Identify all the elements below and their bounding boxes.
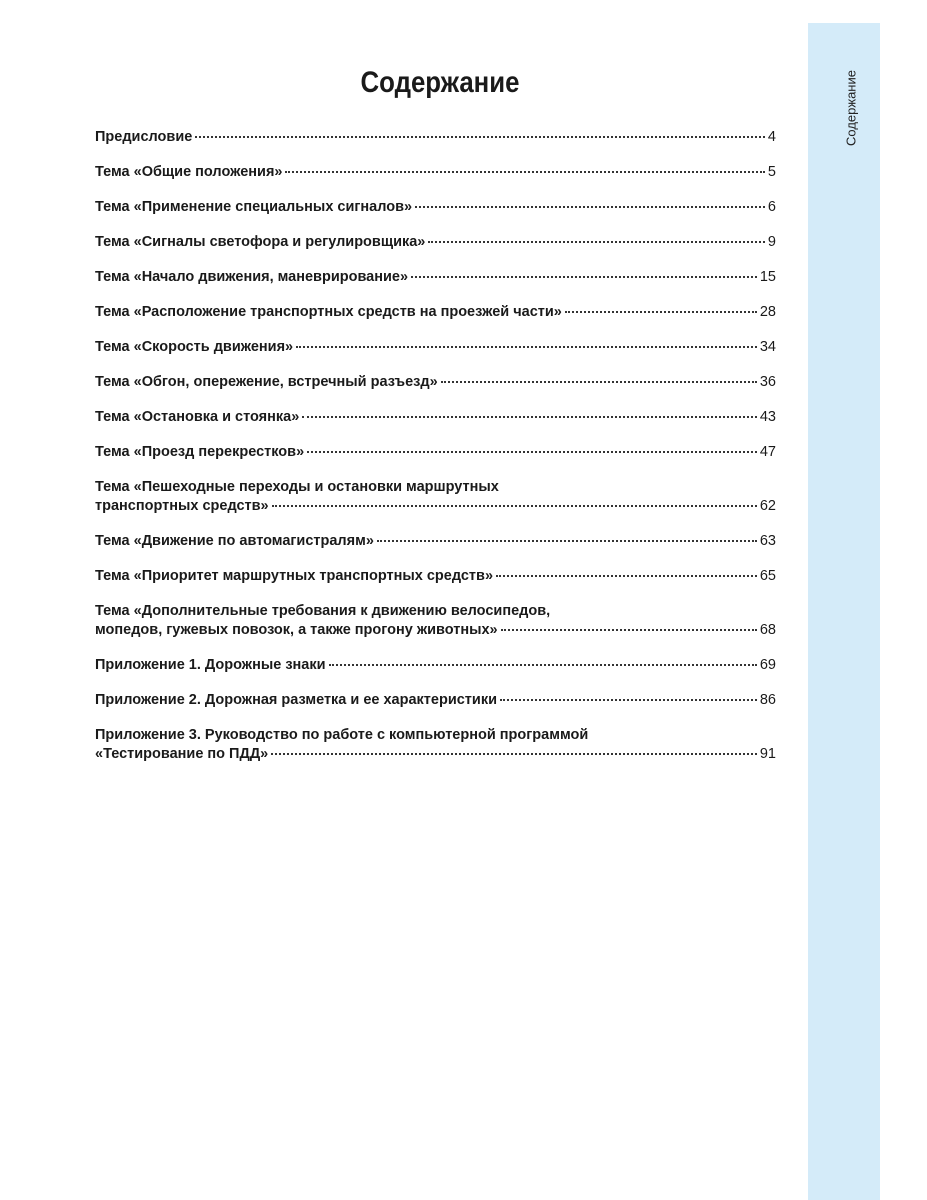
dot-leader <box>377 540 757 542</box>
toc-entry-title: транспортных средств» <box>95 498 269 514</box>
dot-leader <box>329 664 757 666</box>
toc-entry[interactable] <box>95 338 776 357</box>
toc-page-number: 86 <box>759 692 776 708</box>
toc-page-number: 62 <box>759 498 776 514</box>
toc-entry[interactable] <box>95 163 776 182</box>
dot-leader <box>195 136 765 138</box>
toc-page-number: 9 <box>767 234 776 250</box>
toc-entry[interactable] <box>95 532 776 551</box>
toc-page-number: 47 <box>759 444 776 460</box>
dot-leader <box>296 346 757 348</box>
toc-entry-title: Тема «Приоритет маршрутных транспортных средств» <box>95 568 494 584</box>
toc-entry-title: мопедов, гужевых повозок, а также прогону животных» <box>95 622 498 638</box>
toc-entry[interactable] <box>95 408 776 427</box>
toc-entry[interactable] <box>95 726 776 764</box>
dot-leader <box>307 451 757 453</box>
toc-entry[interactable] <box>95 303 776 322</box>
toc-page-number: 6 <box>767 199 776 215</box>
toc-page-number: 91 <box>759 746 776 762</box>
dot-leader <box>285 171 764 173</box>
toc-page-number: 36 <box>759 374 776 390</box>
page-title: Содержание <box>360 66 520 99</box>
toc-page-number: 63 <box>759 533 776 549</box>
toc-page-number: 43 <box>759 409 776 425</box>
toc-entry-title: Приложение 2. Дорожная разметка и ее характеристики <box>95 692 497 708</box>
toc-entry[interactable] <box>95 373 776 392</box>
dot-leader <box>500 699 757 701</box>
toc-entry[interactable] <box>95 656 776 675</box>
toc-entry-title: Приложение 1. Дорожные знаки <box>95 657 326 673</box>
dot-leader <box>441 381 757 383</box>
section-tab <box>808 23 880 1200</box>
toc-entry[interactable] <box>95 567 776 586</box>
table-of-contents <box>95 128 776 780</box>
dot-leader <box>501 629 757 631</box>
toc-entry-title: Тема «Пешеходные переходы и остановки маршрутных <box>95 479 499 495</box>
toc-entry-title: Тема «Движение по автомагистралям» <box>95 533 374 549</box>
dot-leader <box>565 311 757 313</box>
toc-page-number: 65 <box>759 568 776 584</box>
toc-page-number: 34 <box>759 339 776 355</box>
dot-leader <box>272 505 757 507</box>
toc-entry-title: Тема «Проезд перекрестков» <box>95 444 305 460</box>
toc-entry-title: «Тестирование по ПДД» <box>95 746 269 762</box>
dot-leader <box>411 276 757 278</box>
toc-page-number: 68 <box>759 622 776 638</box>
toc-page-number: 4 <box>767 129 776 145</box>
toc-entry[interactable] <box>95 268 776 287</box>
toc-entry-title: Предисловие <box>95 129 193 145</box>
toc-entry-title: Тема «Расположение транспортных средств на проезжей части» <box>95 304 562 320</box>
toc-entry[interactable] <box>95 233 776 252</box>
toc-entry-title: Тема «Дополнительные требования к движению велосипедов, <box>95 603 551 619</box>
toc-entry-title: Тема «Применение специальных сигналов» <box>95 199 413 215</box>
toc-page-number: 15 <box>759 269 776 285</box>
toc-entry[interactable] <box>95 128 776 147</box>
toc-entry-title: Тема «Обгон, опережение, встречный разъезд» <box>95 374 438 390</box>
toc-entry[interactable] <box>95 691 776 710</box>
dot-leader <box>496 575 757 577</box>
toc-entry-title: Тема «Остановка и стоянка» <box>95 409 300 425</box>
toc-entry-title: Тема «Общие положения» <box>95 164 283 180</box>
dot-leader <box>415 206 765 208</box>
toc-entry[interactable] <box>95 443 776 462</box>
toc-entry[interactable] <box>95 198 776 217</box>
toc-page-number: 28 <box>759 304 776 320</box>
toc-entry[interactable] <box>95 478 776 516</box>
dot-leader <box>271 753 757 755</box>
dot-leader <box>428 241 765 243</box>
toc-entry-title: Тема «Сигналы светофора и регулировщика» <box>95 234 426 250</box>
section-tab-label: Содержание <box>843 70 859 146</box>
toc-entry-title: Тема «Начало движения, маневрирование» <box>95 269 409 285</box>
dot-leader <box>302 416 757 418</box>
toc-entry-title: Приложение 3. Руководство по работе с компьютерной программой <box>95 727 589 743</box>
toc-page-number: 5 <box>767 164 776 180</box>
toc-page-number: 69 <box>759 657 776 673</box>
toc-entry[interactable] <box>95 602 776 640</box>
toc-entry-title: Тема «Скорость движения» <box>95 339 294 355</box>
